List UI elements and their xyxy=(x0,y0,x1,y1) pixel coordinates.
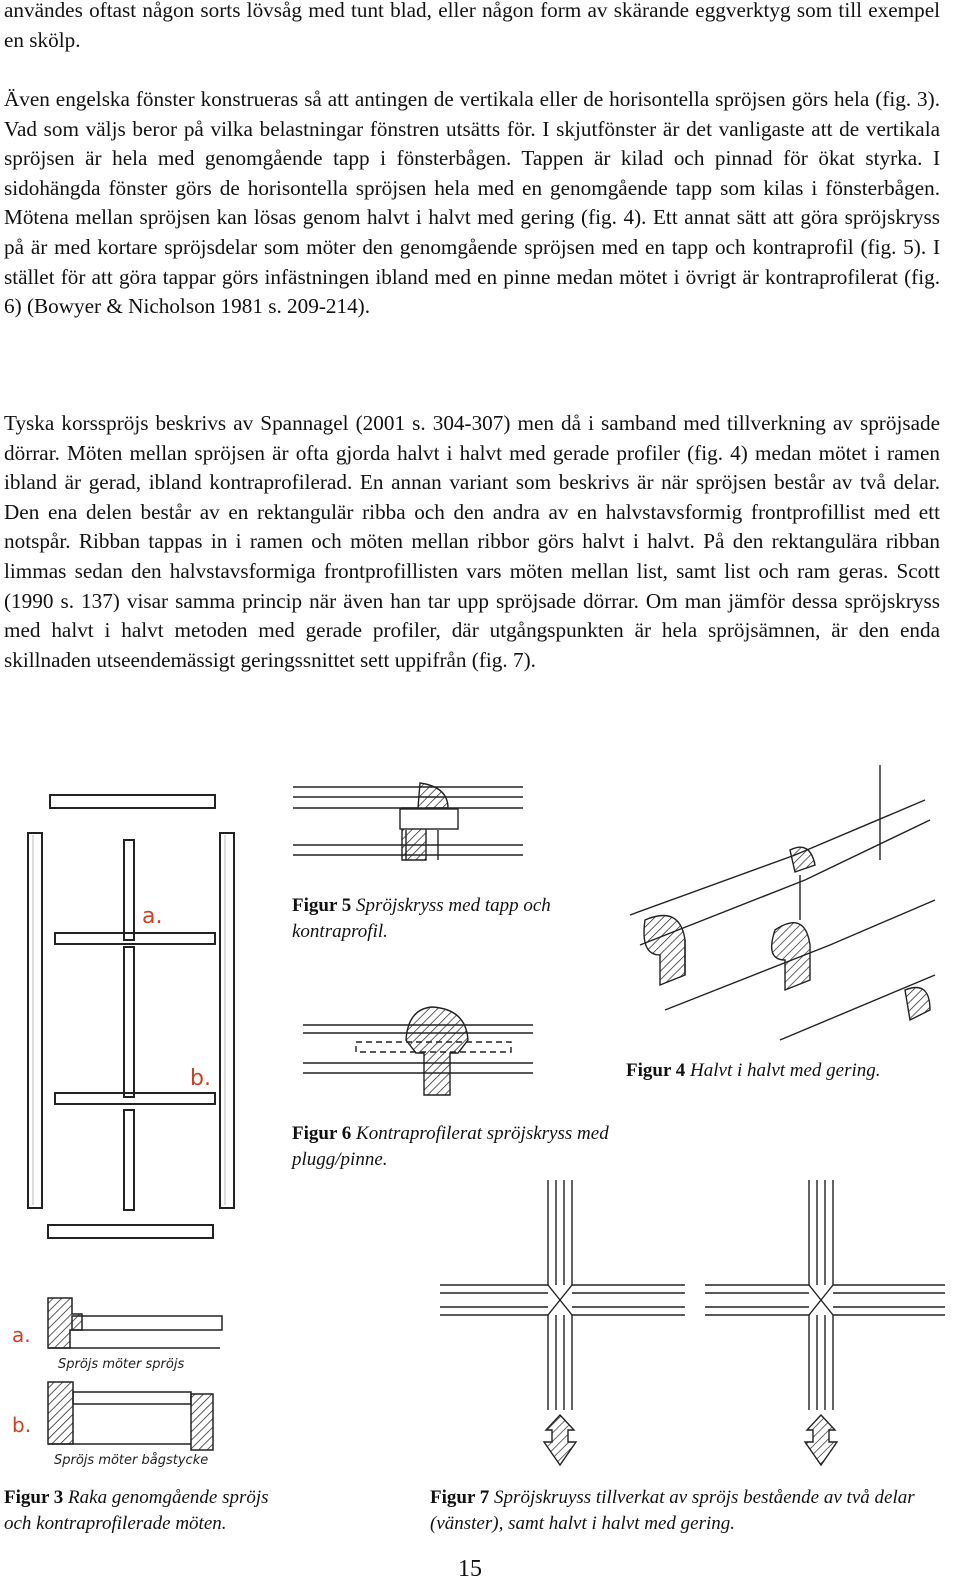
figure-5-drawing xyxy=(288,775,528,870)
figure-5-caption xyxy=(292,893,592,945)
figure-5-caption-line1: Spröjskryss med tapp och xyxy=(356,895,551,916)
paragraph-2: Även engelska fönster konstrueras så att antingen de vertikala eller de horisontella spröjsen görs hela (fig. 3). Vad som väljs beror på vilka belastningar fönstren utsätts för. I skjutfönster är det vanligaste att de vertikala spröjsen är hela med genomgående tapp i fönsterbågen. Tappen är kilad och pinnad för ökat styrka. I sidohängda fönster görs de horisontella spröjsen hela med en genomgående tapp som kilas i fönsterbågen. Mötena mellan spröjsen kan lösas genom halvt i halvt med gering (fig. 4). Ett annat sätt att göra spröjskryss på är med kortare spröjsdelar som möter den genomgående spröjsen med en tapp och kontraprofil (fig. 5). I stället för att göra tappar görs infästningen ibland med en pinne medan mötet i övrigt är kontraprofilerat (fig. 6) (Bowyer & Nicholson 1981 s. 209-214). xyxy=(4,87,940,319)
figure-3-caption-line2: och kontraprofilerade möten. xyxy=(4,1513,227,1534)
figure-4-drawing xyxy=(625,760,945,1050)
figure-7-right-drawing xyxy=(705,1180,950,1470)
paragraph-3: Tyska korsspröjs beskrivs av Spannagel (2001 s. 304-307) men då i samband med tillverkning av spröjsade dörrar. Möten mellan spröjsen är ofta gjorda halvt i halvt med gerade profiler (fig. 4) medan mötet i ramen ibland är gerad, ibland kontraprofilerad. En annan variant som beskrivs är när spröjsen består av två delar. Den ena delen består av en rektangulär ribba och den andra av en halvstavsformig frontprofillist med ett notspår. Ribban tappas in i ramen och möten mellan ribbor görs halvt i halvt. På den rektangulära ribban limmas sedan den halvstavsformiga frontprofillisten vars möten mellan list, samt list och ram geras. Scott (1990 s. 137) visar samma princip när även han tar upp spröjsade dörrar. Om man jämför dessa spröjskryss med halvt i halvt metoden med gerade profiler, där utgångspunkten är hela spröjsämnen, är den enda skillnaden utseendemässigt geringssnittet sett uppifrån (fig. 7). xyxy=(4,411,940,672)
figure-7-caption-line2: (vänster), samt halvt i halvt med gering. xyxy=(430,1513,736,1534)
figure-7-left-drawing xyxy=(440,1180,685,1470)
figure-3-frame-drawing xyxy=(20,785,245,1250)
page-number: 15 xyxy=(458,1556,482,1582)
paragraph-1: användes oftast någon sorts lövsåg med tunt blad, eller någon form av skärande eggverktyg som till exempel en skölp. xyxy=(4,0,940,52)
figure-5-caption-line2: kontraprofil. xyxy=(292,921,388,942)
fig3-note-1: Spröjs möter spröjs xyxy=(58,1357,185,1372)
figure-4-label: Figur 4 xyxy=(626,1060,686,1081)
figure-6-caption xyxy=(292,1121,622,1173)
fig3-note-2: Spröjs möter bågstycke xyxy=(54,1453,209,1468)
figure-7-caption-line1: Spröjskruyss tillverkat av spröjs bestående av två delar xyxy=(494,1487,915,1508)
figure-3-label: Figur 3 xyxy=(4,1487,64,1508)
figure-5-label: Figur 5 xyxy=(292,895,352,916)
figure-3-detail-sketch xyxy=(10,1290,235,1475)
fig3-hand-a: a. xyxy=(142,904,163,929)
figure-7-label: Figur 7 xyxy=(430,1487,490,1508)
figure-3-caption-line1: Raka genomgående spröjs xyxy=(68,1487,269,1508)
fig3-hand-a2: a. xyxy=(12,1323,31,1347)
figure-6-drawing xyxy=(298,995,538,1105)
figure-6-label: Figur 6 xyxy=(292,1123,352,1144)
fig3-hand-b2: b. xyxy=(12,1413,32,1437)
figure-4-caption xyxy=(626,1058,946,1084)
figure-6-caption-line1: Kontraprofilerat spröjskryss med xyxy=(356,1123,609,1144)
figure-3-caption xyxy=(4,1485,304,1537)
fig3-hand-b: b. xyxy=(190,1066,211,1091)
figure-4-caption-text: Halvt i halvt med gering. xyxy=(690,1060,881,1081)
figure-6-caption-line2: plugg/pinne. xyxy=(292,1149,388,1170)
figure-7-caption xyxy=(430,1485,950,1537)
